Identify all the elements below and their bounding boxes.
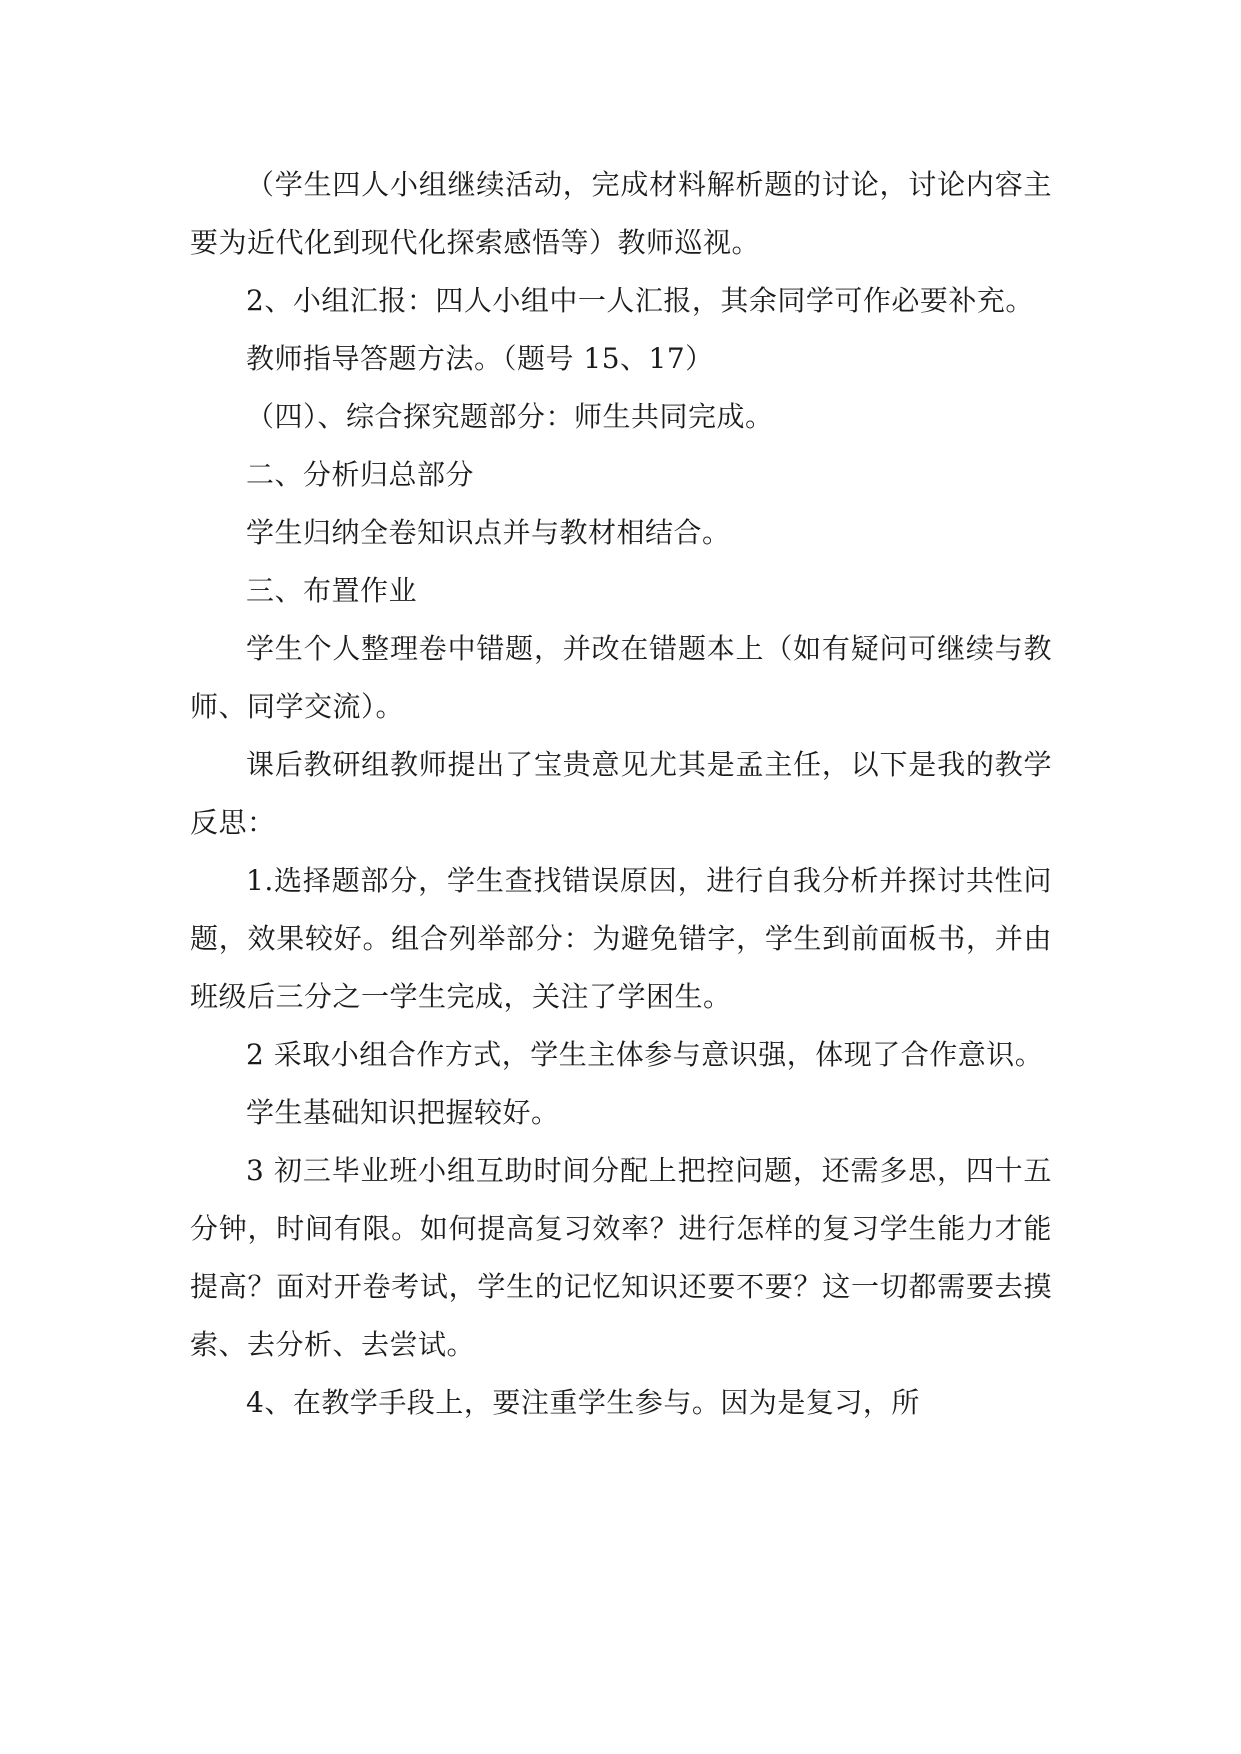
paragraph-knowledge-summary: 学生归纳全卷知识点并与教材相结合。	[246, 516, 731, 549]
heading-homework: 三、布置作业	[246, 574, 418, 607]
paragraph-reflection-intro: 课后教研组教师提出了宝贵意见尤其是孟主任，以下是我的教学反思：	[190, 748, 1052, 839]
paragraph-answer-method: 教师指导答题方法。（题号 15、17）	[246, 342, 714, 375]
paragraph-reflection-1: 1.选择题部分，学生查找错误原因，进行自我分析并探讨共性问题，效果较好。组合列举部分：为避免错字，学生到前面板书，并由班级后三分之一学生完成，关注了学困生。	[190, 864, 1052, 1013]
paragraph-reflection-2: 2 采取小组合作方式，学生主体参与意识强，体现了合作意识。	[246, 1038, 1044, 1071]
paragraph-homework-detail: 学生个人整理卷中错题，并改在错题本上（如有疑问可继续与教师、同学交流）。	[190, 632, 1052, 723]
paragraph-group-activity: （学生四人小组继续活动，完成材料解析题的讨论，讨论内容主要为近代化到现代化探索感悟等）教师巡视。	[190, 168, 1052, 259]
paragraph-reflection-4: 4、在教学手段上，要注重学生参与。因为是复习，所	[246, 1386, 920, 1419]
paragraph-reflection-3: 3 初三毕业班小组互助时间分配上把控问题，还需多思，四十五分钟，时间有限。如何提高复习效率？进行怎样的复习学生能力才能提高？面对开卷考试，学生的记忆知识还要不要？这一切都需要去摸索、去分析、去尝试。	[190, 1154, 1052, 1361]
paragraph-basic-knowledge: 学生基础知识把握较好。	[246, 1096, 560, 1129]
document-body	[190, 156, 1052, 1432]
paragraph-inquiry-section: （四）、综合探究题部分：师生共同完成。	[246, 400, 774, 433]
heading-analysis-summary: 二、分析归总部分	[246, 458, 475, 491]
paragraph-group-report: 2、小组汇报：四人小组中一人汇报，其余同学可作必要补充。	[246, 284, 1034, 317]
